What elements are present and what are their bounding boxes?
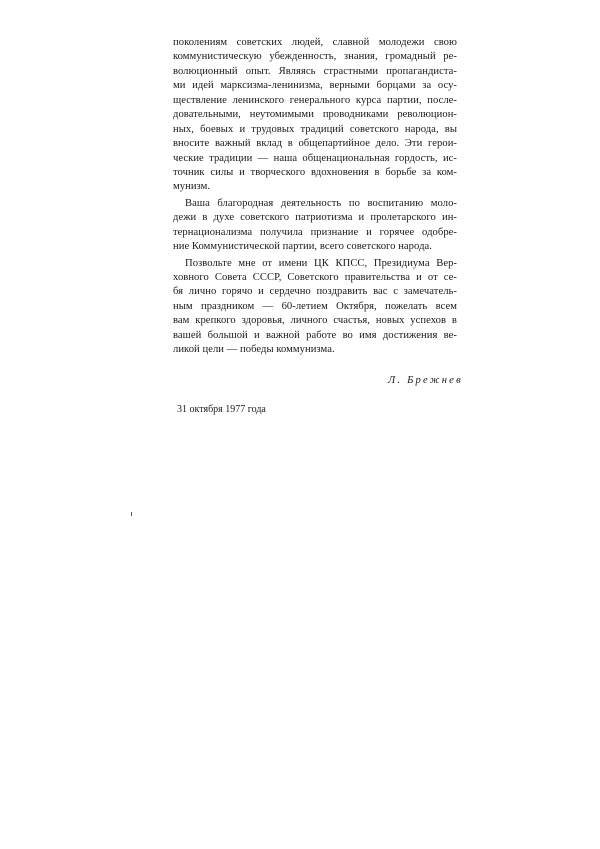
text-line: Позвольте мне от имени ЦК КПСС, Президиума Вер- [185,257,457,269]
text-line: бя лично горячо и сердечно поздравить вас с замечатель- [173,286,457,298]
text-line: волюционный опыт. Являясь страстными пропагандиста- [173,65,457,77]
text-line: тернационализма получила признание и горячее одобре- [173,226,457,238]
text-line: ных, боевых и трудовых традиций советского народа, вы [173,123,457,135]
scan-speck [131,512,132,516]
text-line: точник силы и творческого вдохновения в борьбе за ком- [173,166,457,178]
text-line: ществление ленинского генерального курса партии, после- [173,94,457,106]
text-line: дежи в духе советского патриотизма и пролетарского ин- [173,212,457,224]
text-line: ным праздником — 60-летием Октября, пожелать всем [173,300,457,312]
signature: Л. Брежнев [388,375,463,386]
text-line: довательными, неутомимыми проводниками революцион- [173,109,457,121]
text-line: ми идей марксизма-ленинизма, верными борцами за осу- [173,80,457,92]
text-line: поколениям советских людей, славной молодежи свою [173,37,457,48]
date-line: 31 октября 1977 года [177,404,266,415]
text-line: ческие традиции — наша общенациональная гордость, ис- [173,152,457,164]
text-line: ликой цели — победы коммунизма. [173,344,335,356]
text-line: мунизм. [173,181,211,193]
text-line: коммунистическую убежденность, знания, громадный ре- [173,51,457,63]
text-line: ховного Совета СССР, Советского правительства и от се- [173,272,457,283]
text-line: вам крепкого здоровья, личного счастья, новых успехов в [173,315,457,327]
text-line: вносите важный вклад в общепартийное дело. Эти герои- [173,138,457,150]
text-line: Ваша благородная деятельность по воспитанию моло- [185,197,457,209]
letter-body [173,36,457,358]
text-line: ние Коммунистической партии, всего советского народа. [173,241,432,253]
text-line: вашей большой и важной работе во имя достижения ве- [173,329,457,341]
